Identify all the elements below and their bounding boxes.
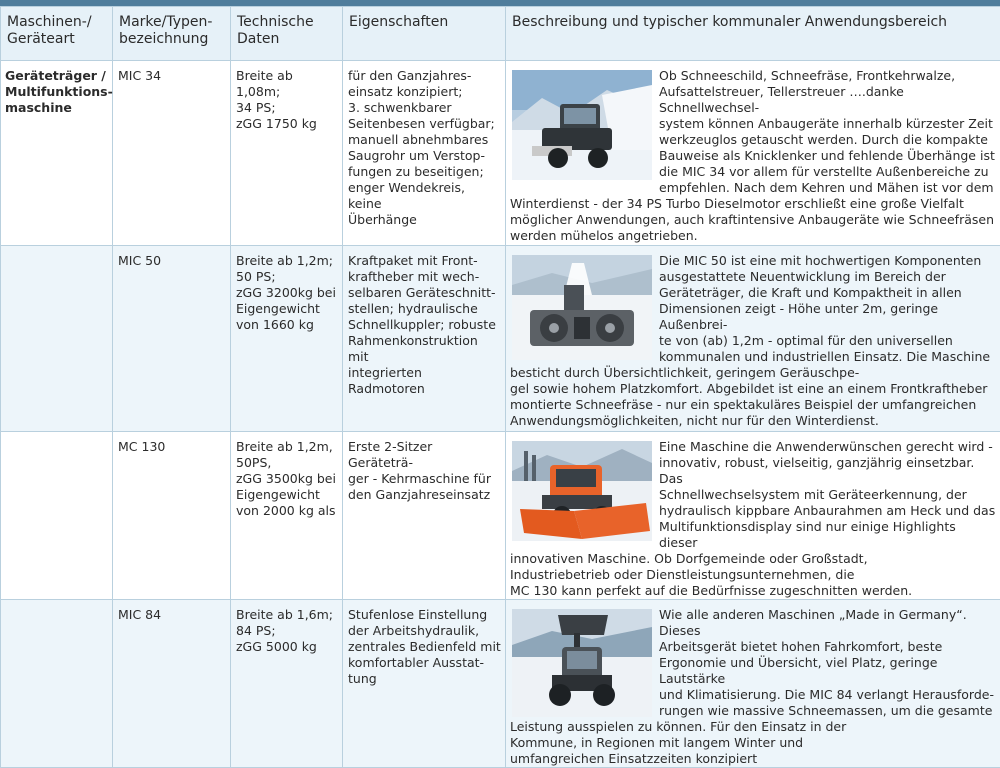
table-row bbox=[1, 61, 1000, 246]
cell-category: Geräteträger / Multifunktions- maschine bbox=[1, 61, 113, 246]
column-header-tech-data: Technische Daten bbox=[231, 7, 343, 61]
cell-specs: Breite ab 1,08m; 34 PS; zGG 1750 kg bbox=[231, 61, 343, 246]
cell-model: MIC 84 bbox=[113, 600, 231, 768]
table-header-row bbox=[1, 7, 1000, 61]
cell-description: Ob Schneeschild, Schneefräse, Frontkehrwalze, Aufsattelstreuer, Tellerstreuer ….danke Schnellwechsel- system können Anbaugeräte innerhalb kürzester Zeit werkzeuglos getauscht werden. Durch die kompakte Bauweise als Knicklenker und fehlende Überhänge ist die MIC 34 vor allem für verstellte Außenbereiche zu empfehlen. Nach dem Kehren und Mähen ist vor dem Winterdienst - der 34 PS Turbo Dieselmotor erschließt eine große Vielfalt möglicher Anwendungen, auch kraftintensive Anbaugeräte wie Schneefräsen werden mühelos angetrieben. bbox=[506, 61, 1000, 246]
machine-photo-mic34 bbox=[512, 70, 652, 180]
cell-category bbox=[1, 600, 113, 768]
column-header-description: Beschreibung und typischer kommunaler Anwendungsbereich bbox=[506, 7, 1000, 61]
table-row bbox=[1, 246, 1000, 432]
cell-model: MIC 34 bbox=[113, 61, 231, 246]
cell-model: MIC 50 bbox=[113, 246, 231, 432]
cell-specs: Breite ab 1,2m, 50PS, zGG 3500kg bei Eigengewicht von 2000 kg als bbox=[231, 432, 343, 600]
cell-properties: Erste 2-Sitzer Geräteträ- ger - Kehrmaschine für den Ganzjahreseinsatz bbox=[343, 432, 506, 600]
column-header-machine-type: Maschinen-/ Geräteart bbox=[1, 7, 113, 61]
cell-category bbox=[1, 432, 113, 600]
cell-description: Die MIC 50 ist eine mit hochwertigen Komponenten ausgestattete Neuentwicklung im Bereich der Geräteträger, die Kraft und Kompaktheit in allen Dimensionen zeigt - Höhe unter 2m, geringe Außenbrei- te von (ab) 1,2m - optimal für den universellen kommunalen und industriellen Einsatz. Die Maschine besticht durch Übersichtlichkeit, geringem Geräuschpe- gel sowie hohem Platzkomfort. Abgebildet ist eine an einem Frontkraftheber montierte Schneefräse - nur ein spektakuläres Beispiel der umfangreichen Anwendungsmöglichkeiten, nicht nur für den Winterdienst. bbox=[506, 246, 1000, 432]
machine-photo-mic84 bbox=[512, 609, 652, 717]
table-row bbox=[1, 600, 1000, 768]
cell-properties: Kraftpaket mit Front- kraftheber mit wech- selbaren Geräteschnitt- stellen; hydraulische Schnellkuppler; robuste Rahmenkonstruktion mit integrierten Radmotoren bbox=[343, 246, 506, 432]
column-header-model: Marke/Typen- bezeichnung bbox=[113, 7, 231, 61]
cell-specs: Breite ab 1,2m; 50 PS; zGG 3200kg bei Eigengewicht von 1660 kg bbox=[231, 246, 343, 432]
cell-specs: Breite ab 1,6m; 84 PS; zGG 5000 kg bbox=[231, 600, 343, 768]
column-header-properties: Eigenschaften bbox=[343, 7, 506, 61]
machine-comparison-table bbox=[0, 6, 1000, 768]
cell-description: Eine Maschine die Anwenderwünschen gerecht wird - innovativ, robust, vielseitig, ganzjährig einsetzbar. Das Schnellwechselsystem mit Geräteerkennung, der hydraulisch kippbare Anbaurahmen am Heck und das Multifunktionsdisplay sind nur einige Highlights dieser innovativen Maschine. Ob Dorfgemeinde oder Großstadt, Industriebetrieb oder Dienstleistungsunternehmen, die MC 130 kann perfekt auf die Bedürfnisse zugeschnitten werden. bbox=[506, 432, 1000, 600]
machine-photo-mic50 bbox=[512, 255, 652, 360]
cell-description: Wie alle anderen Maschinen „Made in Germany“. Dieses Arbeitsgerät bietet hohen Fahrkomfort, beste Ergonomie und Übersicht, viel Platz, geringe Lautstärke und Klimatisierung. Die MIC 84 verlangt Herausforde- rungen wie massive Schneemassen, um die gesamte Leistung ausspielen zu können. Für den Einsatz in der Kommune, in Regionen mit langem Winter und umfangreichen Einsatzzeiten konzipiert bbox=[506, 600, 1000, 768]
cell-properties: Stufenlose Einstellung der Arbeitshydraulik, zentrales Bedienfeld mit komfortabler Ausstat- tung bbox=[343, 600, 506, 768]
cell-properties: für den Ganzjahres- einsatz konzipiert; 3. schwenkbarer Seitenbesen verfügbar; manuell abnehmbares Saugrohr um Verstop- fungen zu beseitigen; enger Wendekreis, keine Überhänge bbox=[343, 61, 506, 246]
cell-category bbox=[1, 246, 113, 432]
machine-photo-mc130 bbox=[512, 441, 652, 541]
table-row bbox=[1, 432, 1000, 600]
cell-model: MC 130 bbox=[113, 432, 231, 600]
